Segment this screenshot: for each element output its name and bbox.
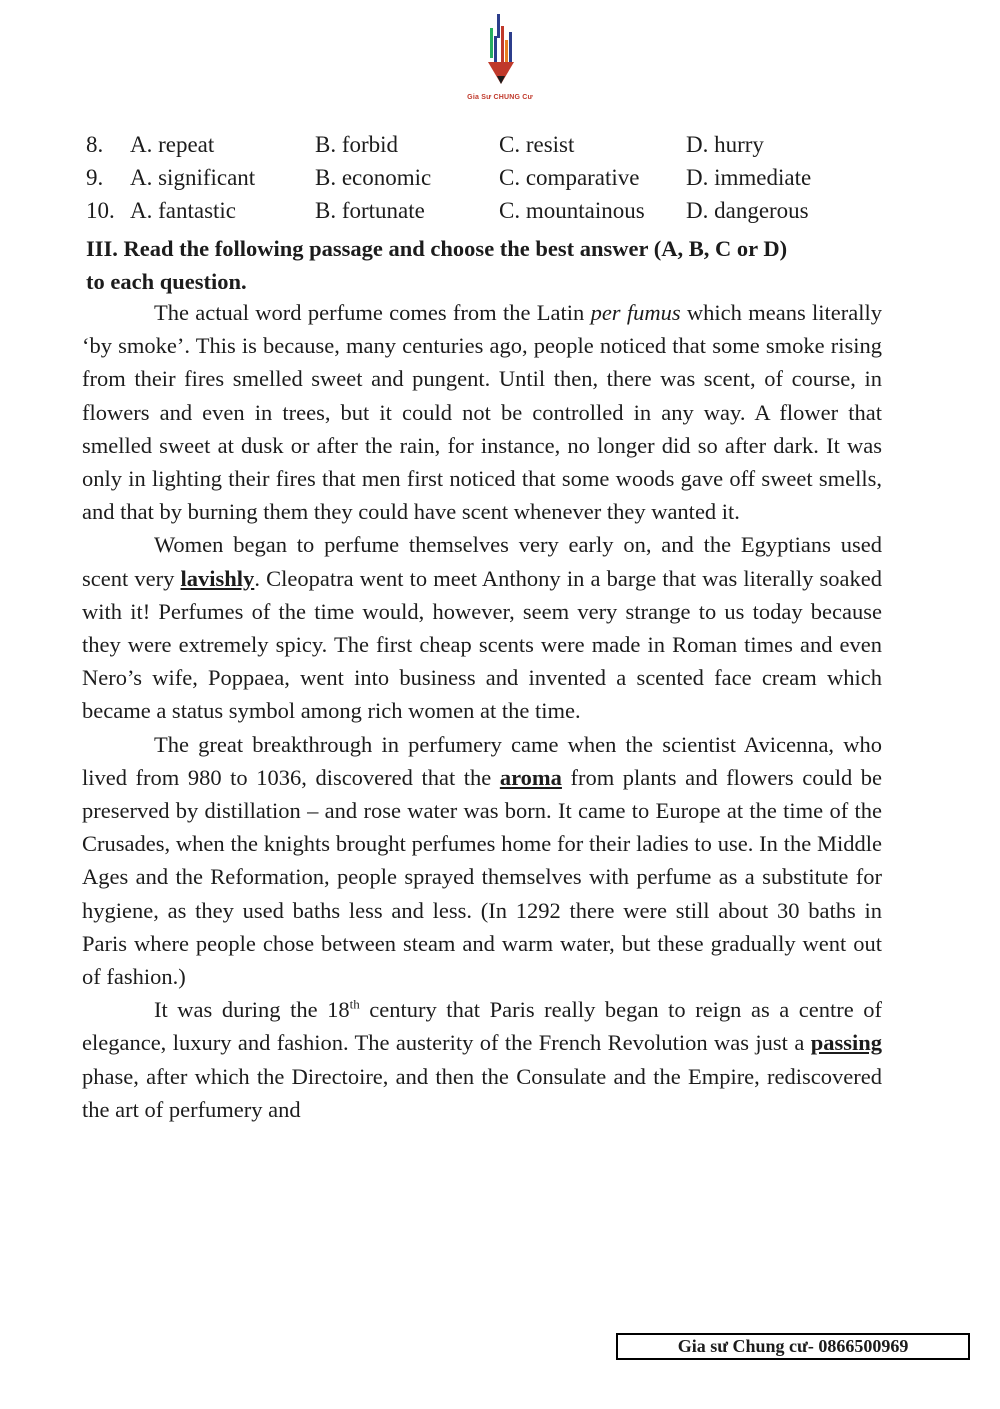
brand-logo bbox=[455, 12, 545, 112]
underlined-word-lavishly: lavishly bbox=[180, 565, 255, 591]
paragraph-text: century that Paris really began to reign as a centre of elegance, luxury and fashion. The austerity of the French Revolution was just a bbox=[82, 997, 883, 1056]
underlined-word-passing: passing bbox=[810, 1030, 882, 1056]
paragraph-text: The actual word perfume comes from the Latin bbox=[154, 300, 591, 325]
option-row-8 bbox=[86, 128, 886, 161]
paragraph-2 bbox=[82, 528, 882, 727]
paragraph-text: . Cleopatra went to meet Anthony in a barge that was literally soaked with it! Perfumes of the time would, however, seem very strange to us today because they were extremely spicy. The first cheap scents were made in Roman times and even Nero’s wife, Poppaea, went into business and invented a scented face cream which became a status symbol among rich women at the time. bbox=[82, 565, 882, 724]
option-b: B. forbid bbox=[315, 132, 399, 157]
question-number: 9. bbox=[86, 165, 104, 190]
section-heading bbox=[86, 232, 886, 298]
paragraph-text: The great breakthrough in perfumery came when the scientist Avicenna, who lived from 980 to 1036, discovered that the bbox=[82, 731, 882, 790]
question-number: 10. bbox=[86, 198, 115, 223]
option-b: B. fortunate bbox=[315, 198, 425, 223]
answer-options bbox=[86, 128, 886, 227]
option-a: A. repeat bbox=[130, 132, 215, 157]
paragraph-text: phase, after which the Directoire, and then the Consulate and the Empire, rediscovered the art of perfumery and bbox=[82, 1063, 882, 1122]
option-c: C. comparative bbox=[499, 165, 640, 190]
paragraph-3 bbox=[82, 728, 882, 994]
section-heading-line-1: III. Read the following passage and choose the best answer (A, B, C or D) bbox=[86, 236, 788, 261]
option-a: A. significant bbox=[130, 165, 256, 190]
paragraph-1 bbox=[82, 296, 882, 528]
paragraph-4 bbox=[82, 993, 882, 1126]
option-d: D. immediate bbox=[686, 165, 812, 190]
paragraph-text: from plants and flowers could be preserved by distillation – and rose water was born. It came to Europe at the time of the Crusades, when the knights brought perfumes home for their ladies to use. In the Middle Ages and the Reformation, people sprayed themselves with perfume as a substitute for hygiene, as they used baths less and less. (In 1292 there were still about 30 baths in Paris where people chose between steam and warm water, but these gradually went out of fashion.) bbox=[82, 764, 883, 990]
logo-text: Gia Sư CHUNG Cư bbox=[467, 94, 533, 101]
option-b: B. economic bbox=[315, 165, 432, 190]
reading-passage bbox=[82, 296, 882, 1126]
option-c: C. resist bbox=[499, 132, 575, 157]
paragraph-text: Women began to perfume themselves very early on, and the Egyptians used scent very bbox=[82, 532, 882, 591]
option-c: C. mountainous bbox=[499, 198, 645, 223]
underlined-word-aroma: aroma bbox=[499, 764, 562, 790]
section-heading-line-2: to each question. bbox=[86, 269, 247, 294]
option-d: D. dangerous bbox=[686, 198, 809, 223]
option-row-9 bbox=[86, 161, 886, 194]
ordinal-suffix: th bbox=[349, 996, 360, 1012]
latin-term: per fumus bbox=[590, 300, 681, 325]
pencil-logo-icon bbox=[480, 12, 520, 92]
option-a: A. fantastic bbox=[130, 198, 237, 223]
paragraph-text: which means literally ‘by smoke’. This is because, many centuries ago, people noticed that some smoke rising from their fires smelled sweet and pungent. Until then, there was scent, of course, in flowers and even in trees, but it could not be controlled in any way. A flower that smelled sweet at dusk or after the rain, for instance, no longer did so after dark. It was only in lighting their fires that men first noticed that some woods gave off sweet smells, and that by burning them they could have scent whenever they wanted it. bbox=[82, 300, 882, 525]
option-d: D. hurry bbox=[686, 132, 764, 157]
footer-contact: Gia sư Chung cư- 0866500969 bbox=[616, 1333, 970, 1360]
paragraph-text: It was during the 18 bbox=[154, 997, 350, 1023]
question-number: 8. bbox=[86, 132, 104, 157]
option-row-10 bbox=[86, 194, 886, 227]
